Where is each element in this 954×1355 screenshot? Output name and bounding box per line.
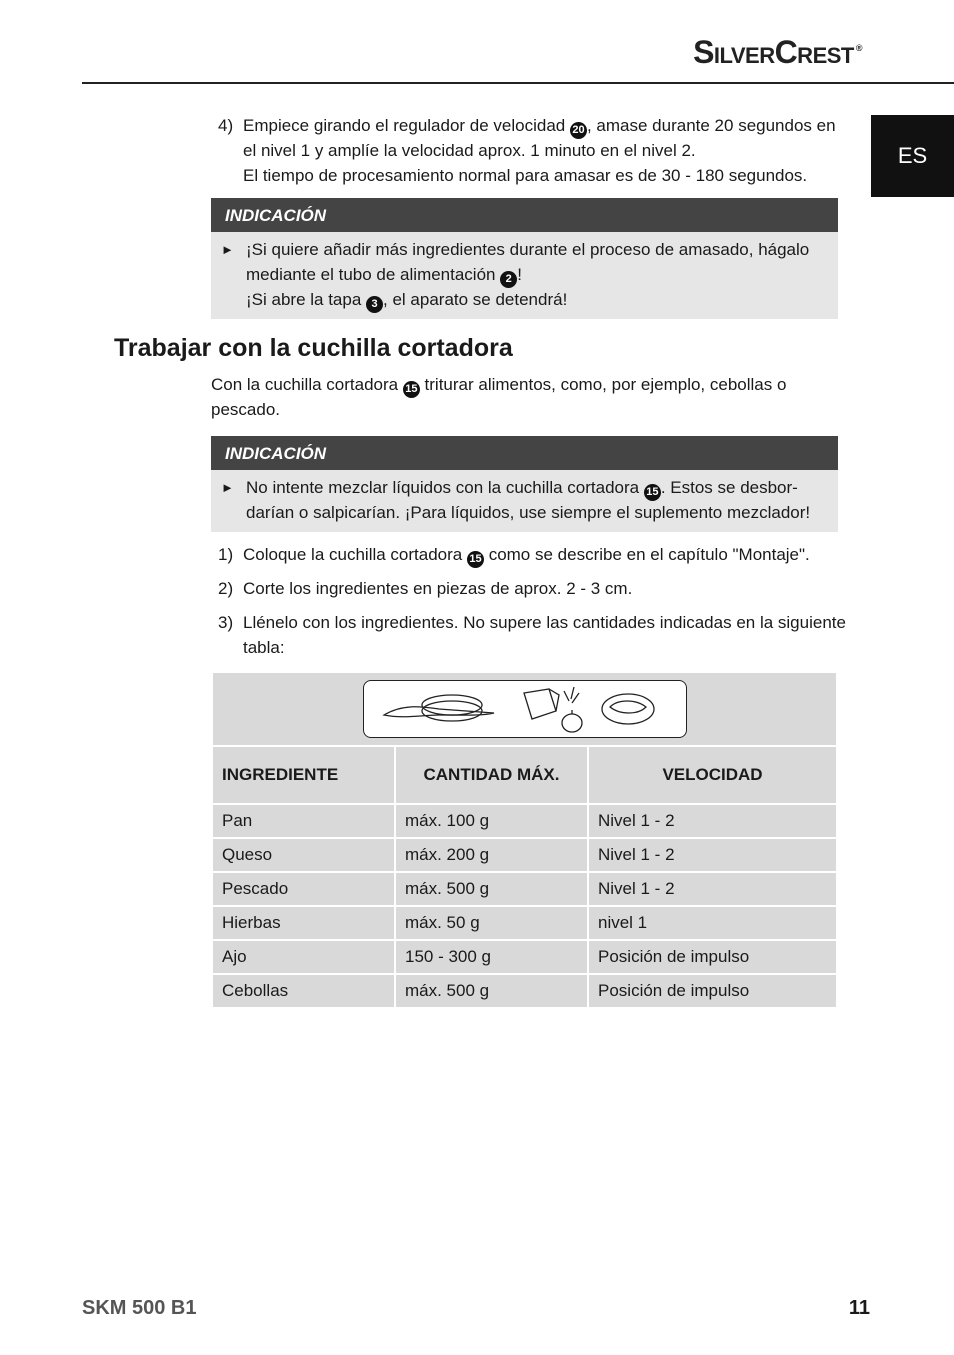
quantities-table xyxy=(211,673,838,1009)
ref-number: 20 xyxy=(570,122,587,139)
table-cell: Posición de impulso xyxy=(588,940,837,974)
table-cell: máx. 50 g xyxy=(395,906,588,940)
step-text: Coloque la cuchilla cortadora 15 como se describe en el capítulo "Montaje". xyxy=(243,543,848,568)
table-cell: Cebollas xyxy=(212,974,395,1008)
section-intro: Con la cuchilla cortadora 15 triturar alimentos, como, por ejemplo, cebollas o pescado. xyxy=(211,375,787,419)
table-cell: máx. 500 g xyxy=(395,974,588,1008)
table-cell: Pescado xyxy=(212,872,395,906)
step-number: 2) xyxy=(218,579,234,598)
table-row xyxy=(212,838,837,872)
column-header: INGREDIENTE xyxy=(212,746,395,804)
step-text: Llénelo con los ingredientes. No supere las cantidades indicadas en la siguiente tabla: xyxy=(243,613,846,657)
table-row xyxy=(212,974,837,1008)
section-title: Trabajar con la cuchilla cortadora xyxy=(114,334,513,362)
table-cell: Posición de impulso xyxy=(588,974,837,1008)
table-cell: 150 - 300 g xyxy=(395,940,588,974)
table-cell: Queso xyxy=(212,838,395,872)
note-box-2 xyxy=(211,436,838,532)
ref-number: 15 xyxy=(644,484,661,501)
step-1 xyxy=(218,543,848,568)
step-number: 3) xyxy=(218,613,234,632)
column-header: CANTIDAD MÁX. xyxy=(395,746,588,804)
note-box-1 xyxy=(211,198,838,319)
step-text: Empiece girando el regulador de velocidad 20 , amase durante 20 segundos en el nivel 1 y amplíe la velocidad aprox. 1 minuto en el nivel 2. El tiempo de procesamiento normal para amasar es de 30 - 180 segundos. xyxy=(243,116,836,185)
table-cell: máx. 500 g xyxy=(395,872,588,906)
table-cell: Ajo xyxy=(212,940,395,974)
table-cell: Nivel 1 - 2 xyxy=(588,872,837,906)
page-number: 11 xyxy=(848,1297,870,1319)
table-row xyxy=(212,872,837,906)
note-text: ¡Si quiere añadir más ingredientes durante el proceso de amasado, hágalo mediante el tubo de alimentación 2 ! ¡Si abre la tapa 3 , el aparato se detendrá! xyxy=(246,238,826,313)
table-cell: Pan xyxy=(212,804,395,838)
note-heading: INDICACIÓN xyxy=(211,198,838,232)
table-cell: Nivel 1 - 2 xyxy=(588,804,837,838)
step-number: 4) xyxy=(218,116,234,135)
illustration-cell xyxy=(212,673,837,746)
step-3 xyxy=(218,611,848,660)
step-number: 1) xyxy=(218,545,234,564)
table-header-row xyxy=(212,746,837,804)
table-cell: Nivel 1 - 2 xyxy=(588,838,837,872)
header-rule xyxy=(82,82,954,84)
step-4 xyxy=(218,114,848,188)
language-tab: ES xyxy=(871,115,954,197)
table-cell: máx. 100 g xyxy=(395,804,588,838)
bullet-arrow-icon: ► xyxy=(221,480,234,495)
ref-number: 3 xyxy=(366,296,383,313)
ref-number: 15 xyxy=(403,381,420,398)
table-cell: Hierbas xyxy=(212,906,395,940)
table-row xyxy=(212,940,837,974)
ref-number: 15 xyxy=(467,551,484,568)
note-heading: INDICACIÓN xyxy=(211,436,838,470)
table-cell: máx. 200 g xyxy=(395,838,588,872)
footer-model: SKM 500 B1 xyxy=(82,1297,197,1319)
blade-and-ingredients-illustration xyxy=(363,680,687,738)
column-header: VELOCIDAD xyxy=(588,746,837,804)
step-2 xyxy=(218,577,848,602)
table-row xyxy=(212,906,837,940)
note-text: No intente mezclar líquidos con la cuchilla cortadora 15 . Estos se desbordarían o salpicarían. ¡Para líquidos, use siempre el suplemento mezclador! xyxy=(246,478,811,522)
step-text: Corte los ingredientes en piezas de aprox. 2 - 3 cm. xyxy=(243,579,633,598)
table-cell: nivel 1 xyxy=(588,906,837,940)
brand-logo: SilverCrest ® xyxy=(693,34,862,70)
bullet-arrow-icon: ► xyxy=(221,242,234,257)
table-row xyxy=(212,804,837,838)
ref-number: 2 xyxy=(500,271,517,288)
